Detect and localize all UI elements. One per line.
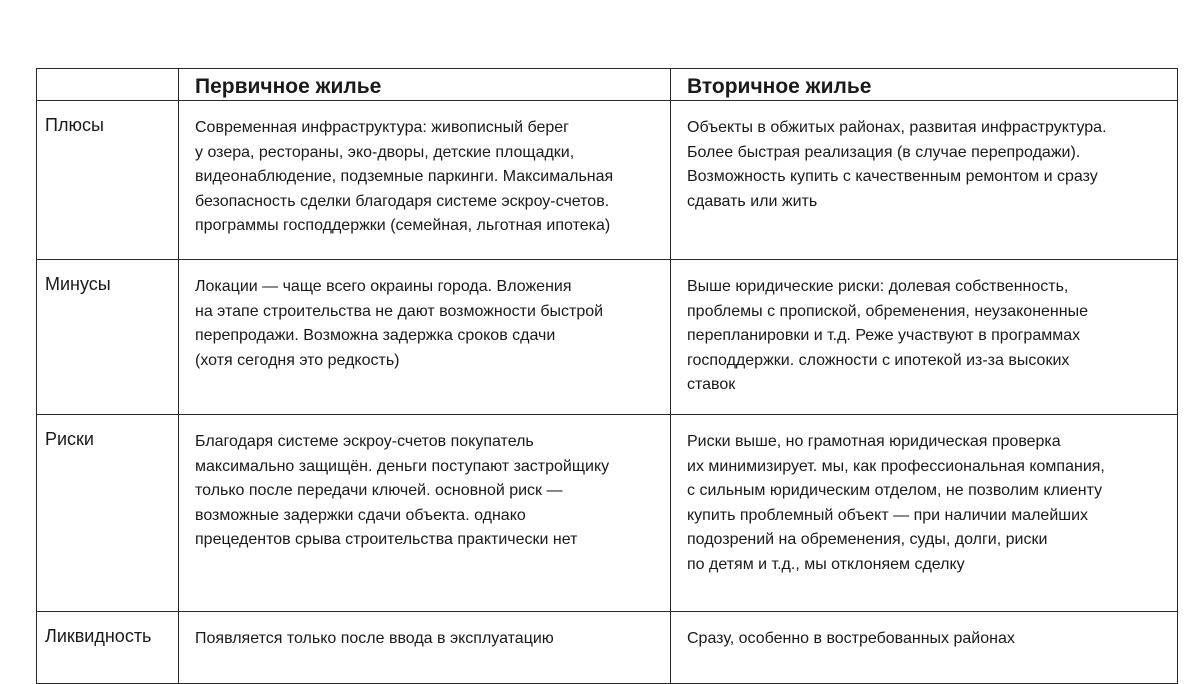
cell-cons-primary [179, 260, 671, 415]
cell-pros-primary [179, 101, 671, 260]
row-label-pros: Плюсы [37, 101, 179, 260]
cell-risks-secondary [671, 415, 1178, 612]
row-label-liquidity: Ликвидность [37, 612, 179, 684]
cell-pros-secondary [671, 101, 1178, 260]
cell-text: Локации — чаще всего окраины города. Вложения на этапе строительства не дают возможности быстрой перепродажи. Возможна задержка сроков сдачи (хотя сегодня это редкость) [195, 278, 604, 369]
row-label-risks: Риски [37, 415, 179, 612]
cell-liquidity-secondary [671, 612, 1178, 684]
cell-text: Выше юридические риски: долевая собственность, проблемы с пропиской, обременения, неузаконенные перепланировки и т.д. Реже участвуют в программах господдержки. сложности с ипотекой из-за высоких ставок [687, 278, 1088, 393]
table-row-risks [37, 415, 1178, 612]
header-corner-cell [37, 69, 179, 101]
header-row [37, 69, 1178, 101]
column-header-primary: Первичное жилье [179, 69, 671, 101]
cell-text: Риски выше, но грамотная юридическая проверка их минимизирует. мы, как профессиональная компания, с сильным юридическим отделом, не позволим клиенту купить проблемный объект — при наличии малейших подозрений на обременения, суды, долги, риски по детям и т.д., мы отклоняем сделку [687, 433, 1105, 573]
table-row-pros [37, 101, 1178, 260]
cell-cons-secondary [671, 260, 1178, 415]
cell-text: Современная инфраструктура: живописный берег у озера, рестораны, эко-дворы, детские площадки, видеонаблюдение, подземные паркинги. Максимальная безопасность сделки благодаря системе эскроу-счетов. программы господдержки (семейная, льготная ипотека) [195, 119, 614, 234]
cell-risks-primary [179, 415, 671, 612]
column-header-secondary: Вторичное жилье [671, 69, 1178, 101]
cell-text: Появляется только после ввода в эксплуатацию [195, 630, 554, 647]
cell-liquidity-primary [179, 612, 671, 684]
table-row-cons [37, 260, 1178, 415]
cell-text: Сразу, особенно в востребованных районах [687, 630, 1015, 647]
row-label-cons: Минусы [37, 260, 179, 415]
cell-text: Благодаря системе эскроу-счетов покупатель максимально защищён. деньги поступают застройщику только после передачи ключей. основной риск — возможные задержки сдачи объекта. однако прецедентов срыва строительства практически нет [195, 433, 610, 548]
comparison-table [36, 68, 1178, 684]
table-row-liquidity [37, 612, 1178, 684]
cell-text: Объекты в обжитых районах, развитая инфраструктура. Более быстрая реализация (в случае перепродажи). Возможность купить с качественным ремонтом и сразу сдавать или жить [687, 119, 1107, 210]
